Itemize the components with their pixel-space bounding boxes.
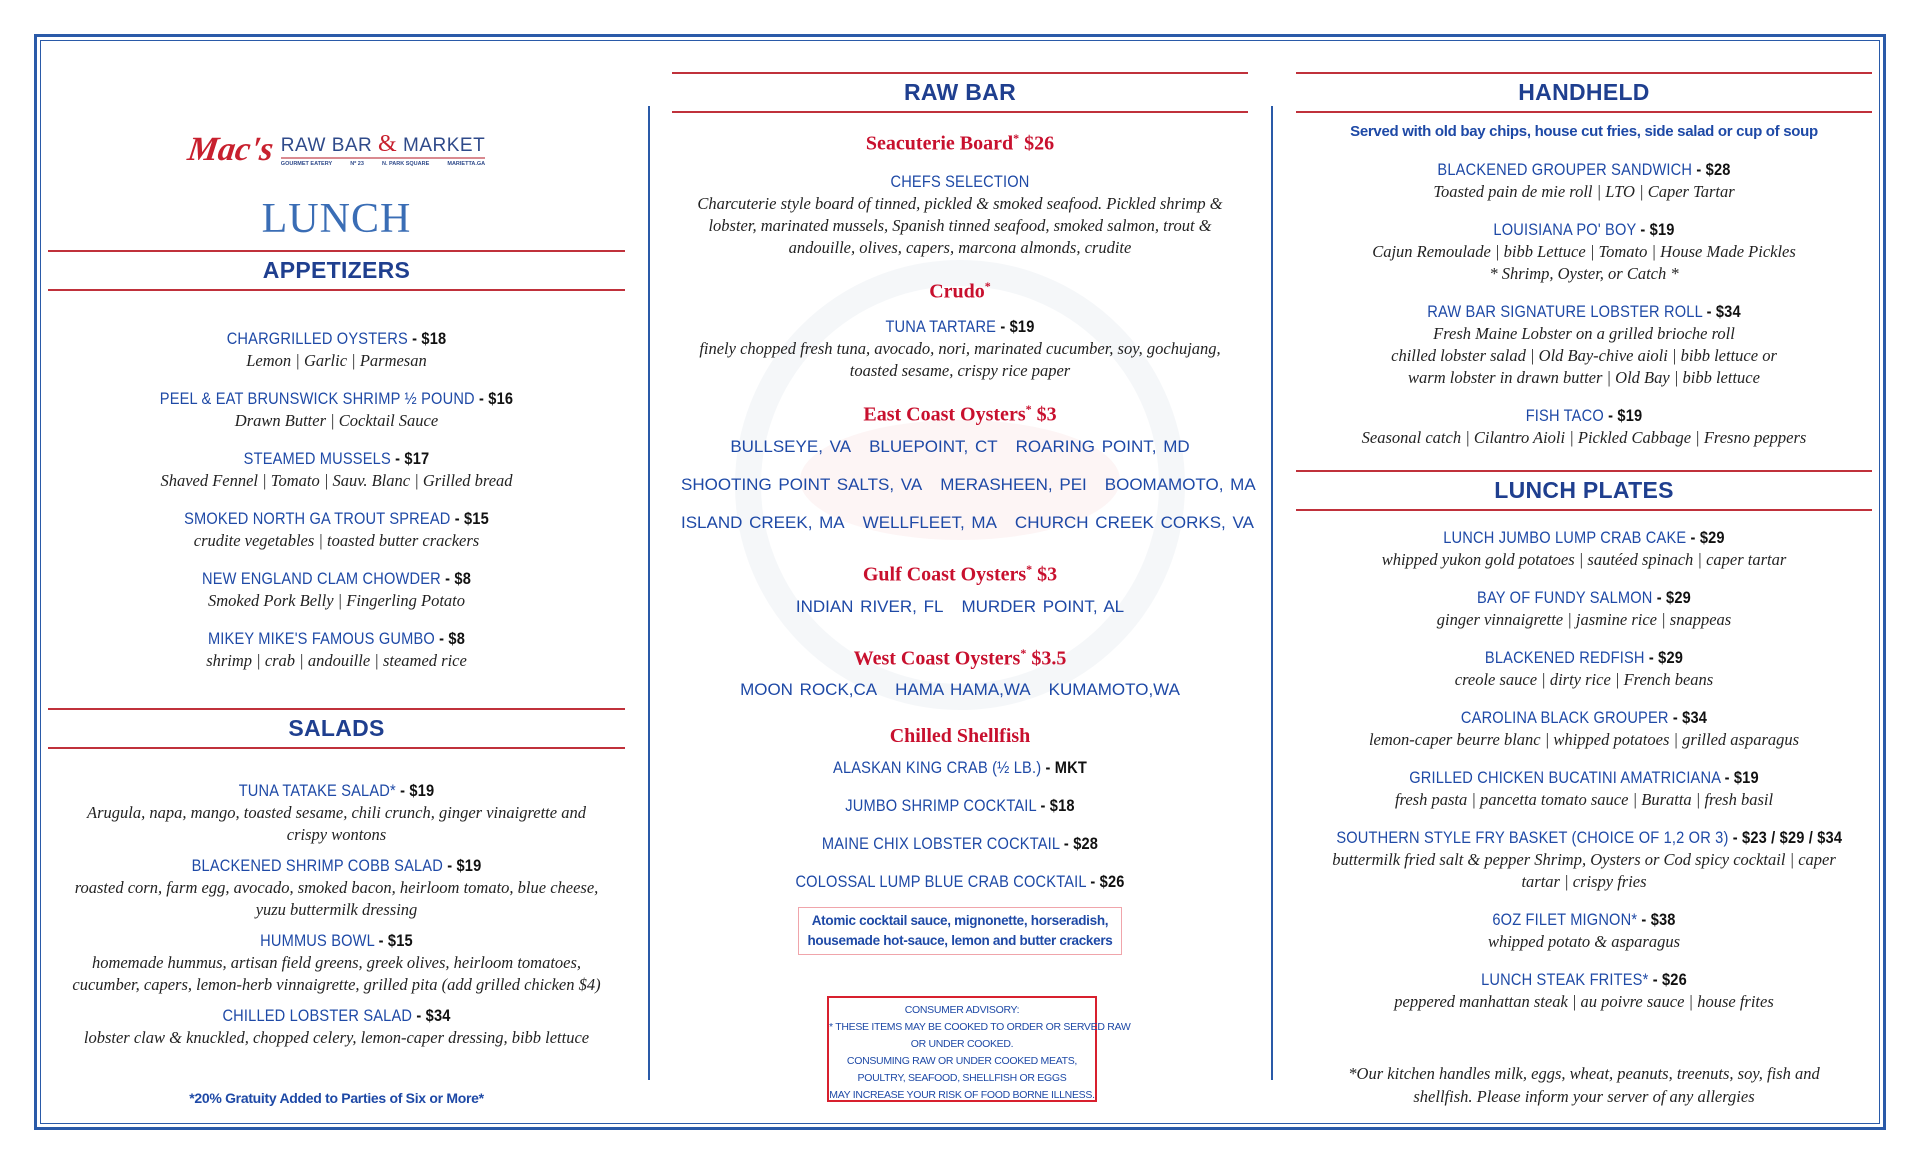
advisory-line: CONSUMER ADVISORY:	[904, 1004, 1020, 1016]
group-price: $26	[1024, 132, 1055, 155]
logo-script: Mac's	[185, 131, 276, 168]
group-title-text: Chilled Shellfish	[889, 725, 1031, 748]
oyster-row	[672, 504, 1254, 542]
section-heading: SALADS	[48, 708, 625, 749]
item-price: - $34	[1672, 708, 1708, 727]
item-name: SMOKED NORTH GA TROUT SPREAD	[184, 509, 451, 528]
item-name-line	[712, 171, 1207, 193]
oyster-variety: HAMA HAMA,WA	[895, 680, 1031, 700]
item-description: Seasonal catch | Cilantro Aioli | Pickled Cabbage | Fresno peppers	[1361, 428, 1807, 447]
group-title	[672, 125, 1248, 157]
item-name-line	[88, 568, 584, 590]
item-name-line	[712, 825, 1207, 863]
item-price: - $18	[412, 329, 447, 348]
item-name: COLOSSAL LUMP BLUE CRAB COCKTAIL	[795, 872, 1087, 892]
item-description: cucumber, capers, lemon-herb vinnaigrette, grilled pita (add grilled chicken $4)	[72, 975, 601, 994]
item-name: ALASKAN KING CRAB (½ LB.)	[833, 758, 1042, 778]
item-name: SOUTHERN STYLE FRY BASKET (CHOICE OF 1,2 OR 3)	[1336, 828, 1729, 847]
item-price: - $29	[1648, 648, 1684, 667]
item-price: - $8	[439, 629, 466, 648]
item-name-line	[88, 855, 584, 877]
menu-item	[48, 855, 625, 921]
menu-item	[48, 780, 625, 846]
item-name: LUNCH JUMBO LUMP CRAB CAKE	[1443, 528, 1687, 547]
item-description: Lemon | Garlic | Parmesan	[246, 351, 427, 370]
item-name-line	[1336, 527, 1831, 549]
group-title	[672, 396, 1248, 428]
item-description: ginger vinnaigrette | jasmine rice | snappeas	[1436, 610, 1732, 629]
item-name: GRILLED CHICKEN BUCATINI AMATRICIANA	[1409, 768, 1721, 787]
item-name: LOUISIANA PO' BOY	[1493, 220, 1637, 239]
group-title-text: West Coast Oysters	[853, 647, 1021, 670]
item-name-line	[88, 628, 584, 650]
item-name: BAY OF FUNDY SALMON	[1477, 588, 1653, 607]
item-name: MAINE CHIX LOBSTER COCKTAIL	[821, 834, 1060, 854]
group-title	[672, 556, 1248, 588]
item-price: - $16	[479, 389, 514, 408]
middle-column	[672, 72, 1256, 955]
item-price: - $29	[1656, 588, 1691, 607]
column-divider	[648, 106, 650, 1080]
oyster-variety: MURDER POINT, AL	[961, 596, 1125, 616]
section-heading: HANDHELD	[1296, 72, 1872, 113]
logo-sub: N. PARK SQUARE	[382, 161, 430, 167]
item-name-line	[1336, 219, 1831, 241]
item-name: BLACKENED REDFISH	[1484, 648, 1645, 667]
item-price: - $15	[378, 931, 413, 950]
item-name: TUNA TATAKE SALAD*	[238, 781, 396, 800]
item-name-line	[1336, 827, 1843, 849]
item-name: TUNA TARTARE	[885, 317, 997, 337]
gratuity-note: *20% Gratuity Added to Parties of Six or More*	[189, 1090, 484, 1106]
item-name-line	[712, 787, 1207, 825]
item-description: tartar | crispy fries	[1521, 872, 1647, 891]
item-description: crudite vegetables | toasted butter crackers	[193, 531, 480, 550]
item-name: FISH TACO	[1525, 406, 1604, 425]
item-price: - $38	[1641, 910, 1676, 929]
item-description: Drawn Butter | Cocktail Sauce	[234, 411, 439, 430]
group-title-text: Gulf Coast Oysters	[862, 563, 1027, 586]
menu-item	[1296, 159, 1872, 203]
menu-item	[672, 825, 1248, 863]
item-name-line	[88, 448, 584, 470]
menu-item	[1296, 969, 1872, 1013]
item-description: roasted corn, farm egg, avocado, smoked bacon, heirloom tomato, blue cheese,	[74, 878, 599, 897]
logo-subline	[281, 161, 485, 167]
menu-item	[1296, 767, 1872, 811]
item-name-line	[1336, 969, 1831, 991]
advisory-line: POULTRY, SEAFOOD, SHELLFISH OR EGGS	[857, 1072, 1067, 1084]
menu-item	[48, 388, 625, 432]
menu-item	[1296, 301, 1872, 389]
oyster-variety: CHURCH CREEK CORKS, VA	[1014, 512, 1254, 532]
item-description: lobster, marinated mussels, Spanish tinned seafood, smoked salmon, trout &	[708, 215, 1212, 235]
oyster-variety: WELLFLEET, MA	[862, 512, 997, 532]
menu-item	[48, 448, 625, 492]
item-description: fresh pasta | pancetta tomato sauce | Buratta | fresh basil	[1394, 790, 1774, 809]
item-name: CHARGRILLED OYSTERS	[226, 329, 408, 348]
logo-name-b: MARKET	[403, 135, 486, 156]
asterisk: *	[984, 278, 991, 293]
item-description: andouille, olives, capers, marcona almonds, crudite	[788, 237, 1132, 257]
logo-amp: &	[378, 131, 398, 157]
oyster-row	[672, 466, 1256, 504]
menu-item	[1296, 587, 1872, 631]
item-name: 6OZ FILET MIGNON*	[1492, 910, 1638, 929]
column-divider	[1271, 106, 1273, 1080]
item-description: crispy wontons	[286, 825, 387, 844]
sides-line: housemade hot-sauce, lemon and butter crackers	[807, 933, 1113, 949]
item-description: chilled lobster salad | Old Bay-chive aioli | bibb lettuce or	[1391, 346, 1777, 365]
oyster-row	[672, 428, 1248, 466]
item-price: - $15	[454, 509, 489, 528]
item-name-line	[88, 1005, 584, 1027]
oyster-variety: KUMAMOTO,WA	[1048, 680, 1180, 700]
asterisk: *	[1026, 561, 1033, 576]
item-description: yuzu buttermilk dressing	[255, 900, 418, 919]
menu-item	[48, 568, 625, 612]
item-description: lobster claw & knuckled, chopped celery, lemon-caper dressing, bibb lettuce	[83, 1028, 590, 1047]
item-name-line	[1336, 909, 1831, 931]
oyster-variety: BOOMAMOTO, MA	[1104, 474, 1256, 494]
menu-item	[672, 863, 1248, 901]
cocktail-sides-box	[798, 907, 1121, 955]
item-price: - $19	[400, 781, 435, 800]
item-price: - $19	[1724, 768, 1759, 787]
section-heading-raw-bar: RAW BAR	[672, 72, 1248, 113]
item-description: Charcuterie style board of tinned, pickled & smoked seafood. Pickled shrimp &	[697, 193, 1223, 213]
logo-name-a: RAW BAR	[280, 135, 373, 156]
oyster-variety: MERASHEEN, PEI	[940, 474, 1087, 494]
item-name-line	[1336, 647, 1831, 669]
item-price: - $26	[1090, 872, 1125, 892]
item-price: - $26	[1652, 970, 1687, 989]
item-name-line	[1336, 159, 1831, 181]
group-title-text: Crudo	[929, 280, 985, 303]
oyster-row	[672, 588, 1248, 626]
item-price: - $34	[1706, 302, 1741, 321]
item-name: MIKEY MIKE'S FAMOUS GUMBO	[207, 629, 435, 648]
menu-item	[672, 787, 1248, 825]
menu-item	[1296, 707, 1872, 751]
item-description: finely chopped fresh tuna, avocado, nori, marinated cucumber, soy, gochujang,	[699, 339, 1221, 359]
menu-item	[672, 316, 1248, 382]
item-description: whipped potato & asparagus	[1487, 932, 1681, 951]
item-description: Smoked Pork Belly | Fingerling Potato	[207, 591, 465, 610]
item-name: CHILLED LOBSTER SALAD	[222, 1006, 413, 1025]
menu-item	[1296, 909, 1872, 953]
menu-section	[48, 250, 625, 672]
item-price: - $19	[447, 856, 482, 875]
item-price: - MKT	[1045, 758, 1087, 778]
item-name: HUMMUS BOWL	[260, 931, 375, 950]
group-price: $3	[1036, 403, 1057, 426]
item-name: CAROLINA BLACK GROUPER	[1460, 708, 1669, 727]
item-name: BLACKENED GROUPER SANDWICH	[1437, 160, 1693, 179]
logo-sub: MARIETTA.GA	[447, 161, 486, 167]
sides-line: Atomic cocktail sauce, mignonette, horseradish,	[811, 913, 1109, 929]
item-name: LUNCH STEAK FRITES*	[1481, 970, 1649, 989]
oyster-variety: MOON ROCK,CA	[740, 680, 878, 700]
item-description: creole sauce | dirty rice | French beans	[1454, 670, 1714, 689]
asterisk: *	[1020, 645, 1027, 660]
advisory-line: CONSUMING RAW OR UNDER COOKED MEATS,	[846, 1055, 1078, 1067]
asterisk: *	[1025, 402, 1032, 417]
item-price: - $34	[416, 1006, 451, 1025]
item-name: PEEL & EAT BRUNSWICK SHRIMP ½ POUND	[159, 389, 475, 408]
item-price: - $18	[1040, 796, 1075, 816]
menu-item	[48, 628, 625, 672]
item-description: peppered manhattan steak | au poivre sauce | house frites	[1394, 992, 1774, 1011]
item-price: - $19	[1000, 317, 1035, 337]
oyster-variety: BLUEPOINT, CT	[869, 436, 998, 456]
item-description: Cajun Remoulade | bibb Lettuce | Tomato | House Made Pickles	[1372, 242, 1796, 261]
item-name-line	[88, 388, 584, 410]
oyster-variety: INDIAN RIVER, FL	[795, 596, 944, 616]
item-name-line	[712, 316, 1207, 338]
oyster-variety: SHOOTING POINT SALTS, VA	[681, 474, 923, 494]
item-name-line	[1336, 587, 1831, 609]
allergy-line: *Our kitchen handles milk, eggs, wheat, peanuts, treenuts, soy, fish and	[1348, 1064, 1820, 1083]
menu-item	[1296, 827, 1872, 893]
oyster-variety: ROARING POINT, MD	[1015, 436, 1190, 456]
item-price: - $29	[1690, 528, 1725, 547]
menu-item	[48, 508, 625, 552]
oyster-row	[672, 671, 1248, 709]
item-name-line	[712, 749, 1207, 787]
oyster-variety: ISLAND CREEK, MA	[681, 512, 845, 532]
item-description: * Shrimp, Oyster, or Catch *	[1489, 264, 1679, 283]
group-title	[672, 723, 1248, 749]
page-title: LUNCH	[261, 196, 412, 242]
menu-item	[1296, 219, 1872, 285]
group-title-text: Seacuterie Board	[865, 132, 1014, 155]
allergy-line: shellfish. Please inform your server of any allergies	[1413, 1087, 1755, 1106]
menu-item	[672, 749, 1248, 787]
menu-item	[1296, 405, 1872, 449]
item-name-line	[1336, 707, 1831, 729]
item-name: NEW ENGLAND CLAM CHOWDER	[201, 569, 441, 588]
group-price: $3.5	[1031, 647, 1067, 670]
section-subtitle: Served with old bay chips, house cut fries, side salad or cup of soup	[1350, 123, 1818, 140]
menu-item	[48, 328, 625, 372]
item-price: - $23 / $29 / $34	[1732, 828, 1843, 847]
menu-section	[1296, 470, 1872, 1013]
group-price: $3	[1037, 563, 1058, 586]
consumer-advisory-box	[827, 996, 1131, 1102]
group-title	[672, 640, 1248, 672]
item-description: Fresh Maine Lobster on a grilled brioche roll	[1433, 324, 1735, 343]
item-description: homemade hummus, artisan field greens, greek olives, heirloom tomatoes,	[91, 953, 582, 972]
item-description: shrimp | crab | andouille | steamed rice	[206, 651, 467, 670]
allergy-note	[1296, 1062, 1872, 1108]
item-name-line	[1336, 405, 1831, 427]
right-column	[1296, 72, 1872, 1013]
advisory-line: * THESE ITEMS MAY BE COOKED TO ORDER OR SERVED RAW	[829, 1021, 1131, 1033]
item-description: Shaved Fennel | Tomato | Sauv. Blanc | Grilled bread	[160, 471, 513, 490]
item-description: Toasted pain de mie roll | LTO | Caper Tartar	[1433, 182, 1735, 201]
item-price: - $19	[1608, 406, 1643, 425]
item-description: Arugula, napa, mango, toasted sesame, chili crunch, ginger vinaigrette and	[87, 803, 586, 822]
item-description: whipped yukon gold potatoes | sautéed spinach | caper tartar	[1381, 550, 1787, 569]
item-name-line	[1336, 767, 1831, 789]
section-heading: LUNCH PLATES	[1296, 470, 1872, 511]
menu-item	[1296, 527, 1872, 571]
menu-item	[48, 930, 625, 996]
group-title	[672, 273, 1248, 305]
item-name-line	[88, 508, 584, 530]
item-price: - $19	[1640, 220, 1675, 239]
item-price: - $28	[1063, 834, 1099, 854]
item-name: RAW BAR SIGNATURE LOBSTER ROLL	[1427, 302, 1703, 321]
advisory-line: MAY INCREASE YOUR RISK OF FOOD BORNE ILLNESS.	[829, 1089, 1095, 1101]
item-name: STEAMED MUSSELS	[243, 449, 391, 468]
item-description: buttermilk fried salt & pepper Shrimp, Oysters or Cod spicy cocktail | caper	[1332, 850, 1836, 869]
item-name-line	[88, 930, 584, 952]
item-name: CHEFS SELECTION	[890, 171, 1030, 191]
item-name-line	[712, 863, 1207, 901]
item-price: - $28	[1696, 160, 1731, 179]
item-price: - $17	[395, 449, 430, 468]
item-name: JUMBO SHRIMP COCKTAIL	[845, 796, 1037, 816]
item-price: - $8	[445, 569, 471, 588]
menu-item	[672, 171, 1248, 259]
advisory-line: OR UNDER COOKED.	[910, 1038, 1014, 1050]
logo	[48, 126, 625, 174]
menu-item	[48, 1005, 625, 1049]
item-description: lemon-caper beurre blanc | whipped potatoes | grilled asparagus	[1368, 730, 1800, 749]
item-description: toasted sesame, crispy rice paper	[849, 361, 1071, 381]
item-name-line	[88, 780, 584, 802]
item-name-line	[1336, 301, 1831, 323]
asterisk: *	[1013, 131, 1020, 145]
left-column	[48, 126, 625, 1049]
oyster-variety: BULLSEYE, VA	[730, 436, 852, 456]
group-title-text: East Coast Oysters	[863, 403, 1026, 426]
item-name-line	[88, 328, 584, 350]
logo-sub: Nº 23	[350, 161, 364, 167]
item-name: BLACKENED SHRIMP COBB SALAD	[191, 856, 443, 875]
menu-section	[1296, 72, 1872, 449]
menu-item	[1296, 647, 1872, 691]
item-description: warm lobster in drawn butter | Old Bay | bibb lettuce	[1408, 368, 1760, 387]
menu-section	[48, 708, 625, 1049]
section-heading: APPETIZERS	[48, 250, 625, 291]
logo-sub: GOURMET EATERY	[280, 161, 333, 167]
